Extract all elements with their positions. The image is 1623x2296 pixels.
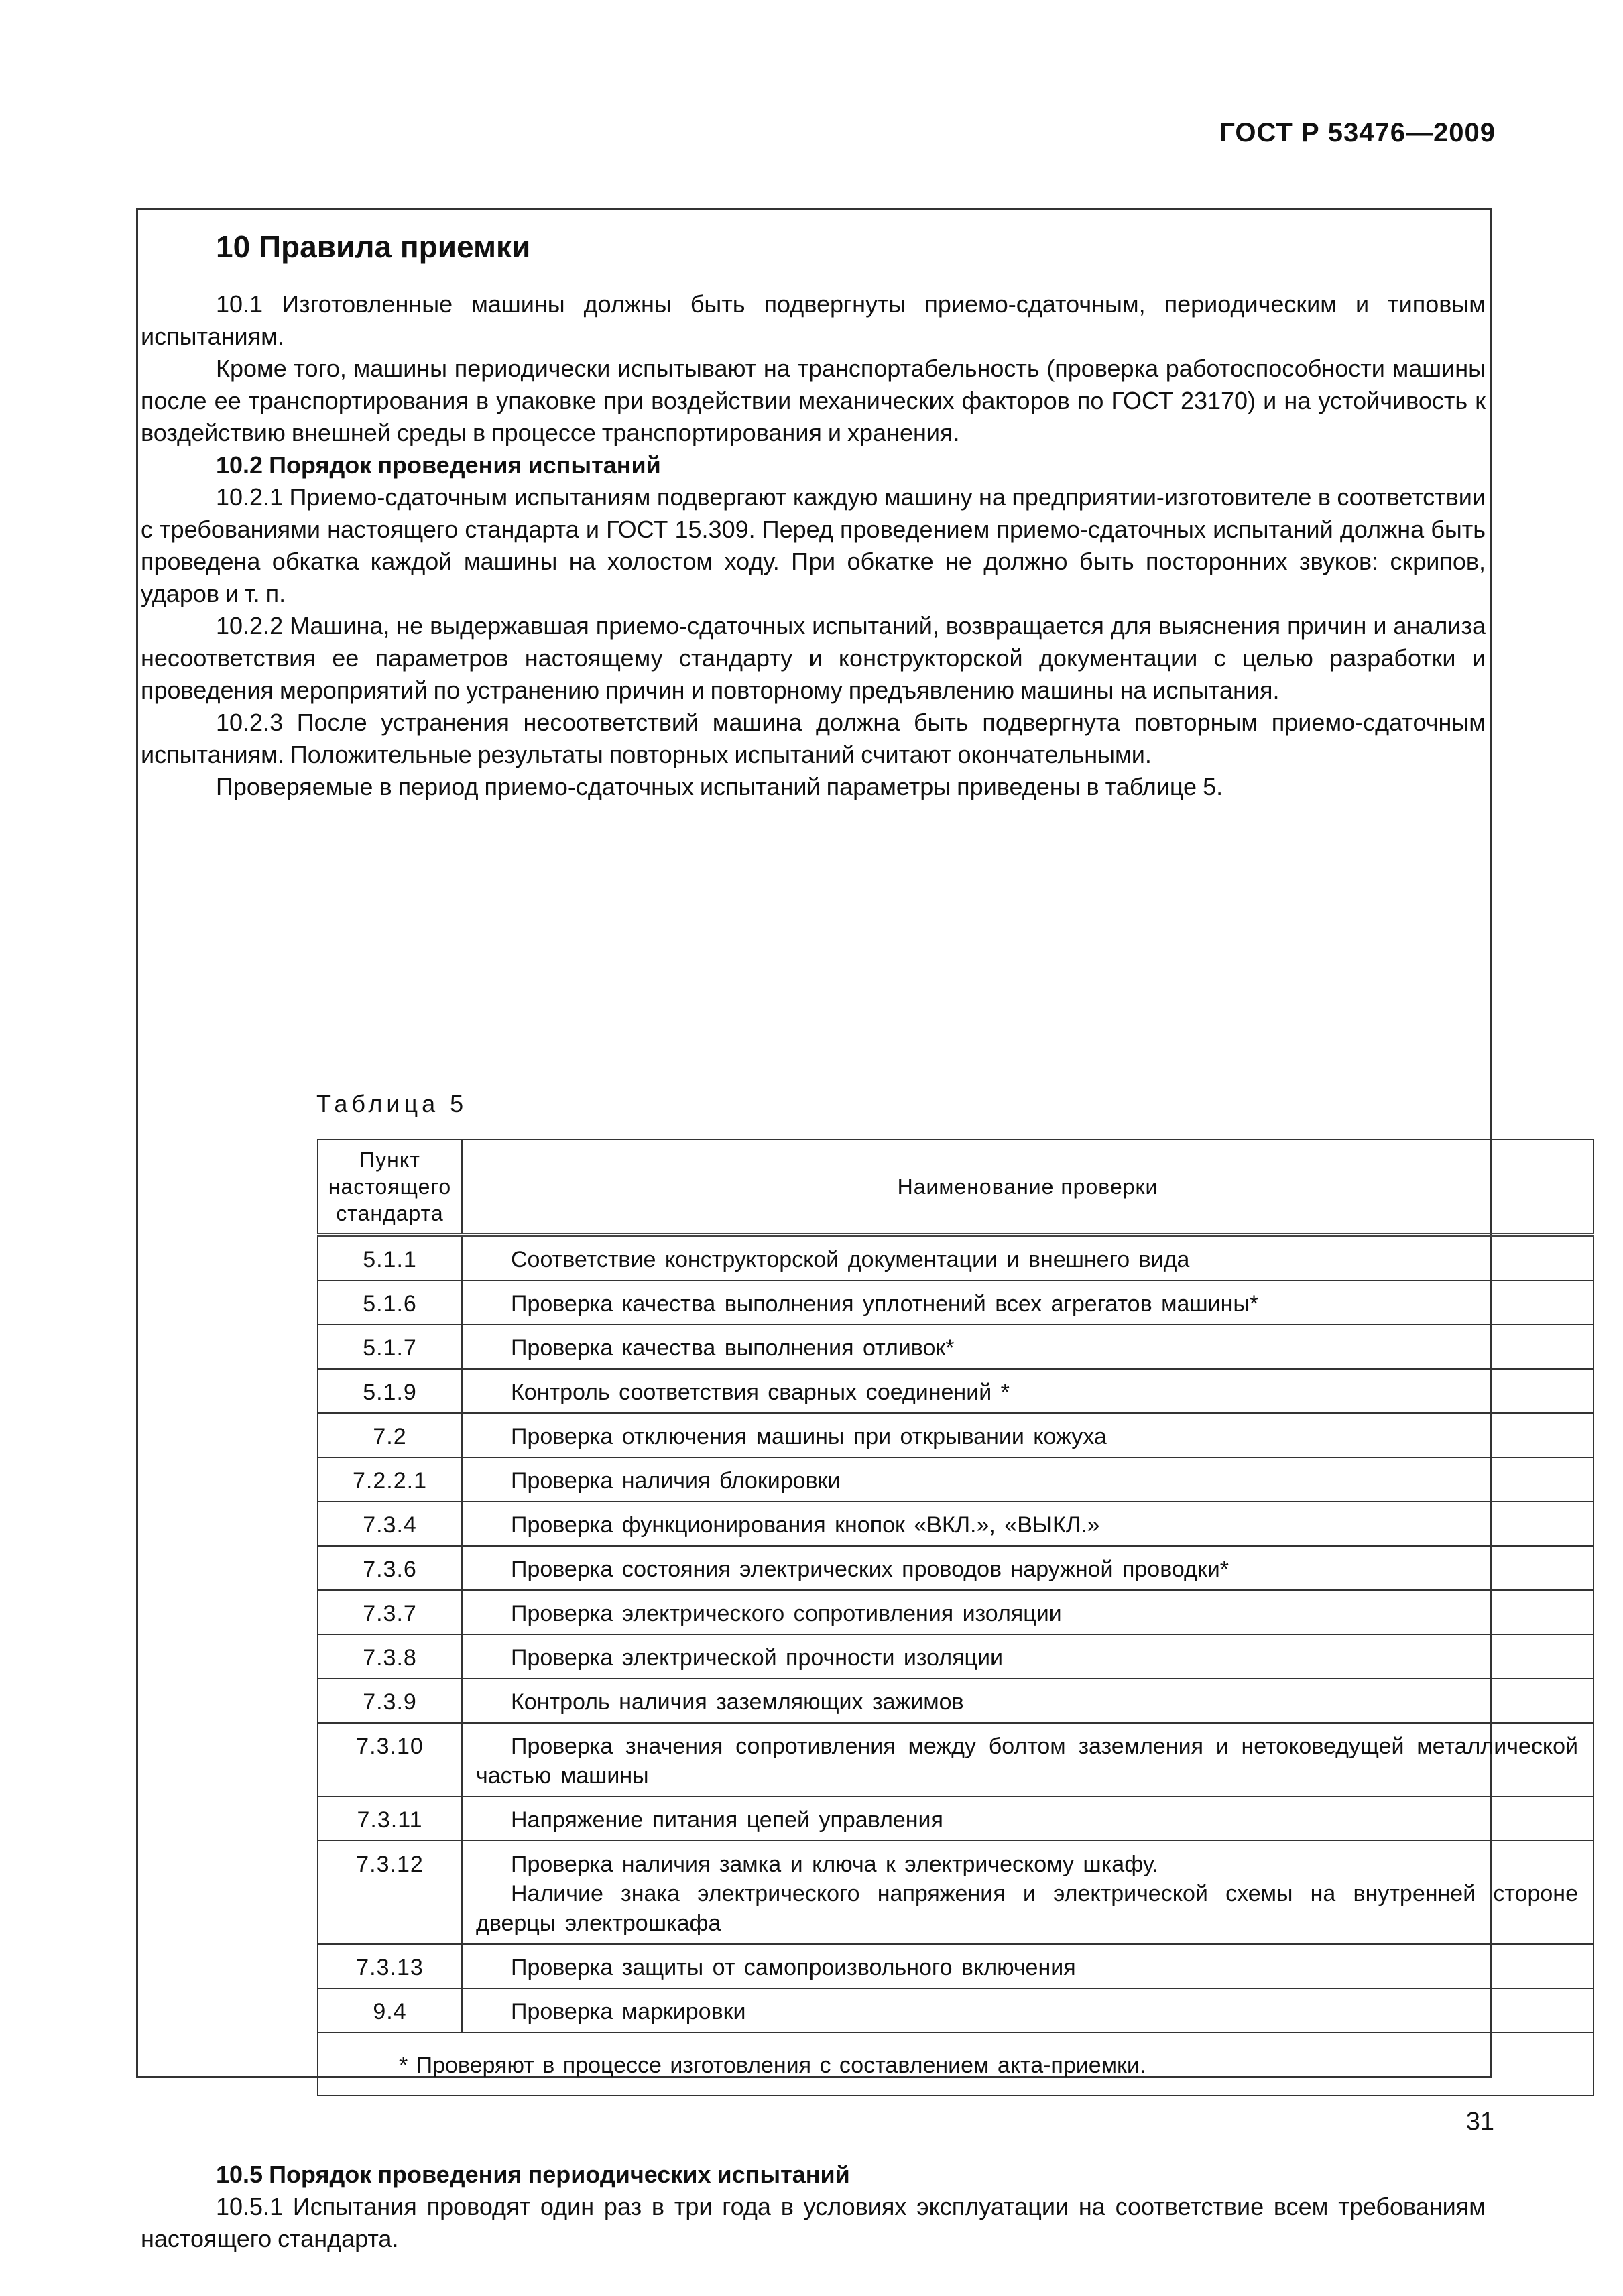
- clause-number-cell: 7.3.12: [318, 1841, 462, 1944]
- check-name-line: Проверка электрического сопротивления изоляции: [511, 1601, 1062, 1626]
- table-header-clause-line: стандарта: [336, 1201, 444, 1225]
- clause-number-cell: 7.3.11: [318, 1797, 462, 1841]
- clause-number-cell: 7.3.9: [318, 1679, 462, 1723]
- clause-number-cell: 9.4: [318, 1988, 462, 2033]
- document-header-code: ГОСТ Р 53476—2009: [1219, 118, 1496, 147]
- clause-number-cell: 7.2: [318, 1413, 462, 1457]
- table-row: [318, 1988, 1594, 2033]
- paragraph: 10.2.3 После устранения несоответствий машина должна быть подвергнута повторным приемо-сдаточным испытаниям. Положительные результаты повторных испытаний считают окончательными.: [141, 709, 1486, 768]
- table-row: [318, 1679, 1594, 1723]
- paragraph: 10.5.1 Испытания проводят один раз в три года в условиях эксплуатации на соответствие всем требованиям настоящего стандарта.: [141, 2193, 1486, 2252]
- clause-number-cell: 5.1.7: [318, 1325, 462, 1369]
- check-name-cell: [462, 1502, 1594, 1546]
- check-name-cell: [462, 1546, 1594, 1590]
- table-row: [318, 1413, 1594, 1457]
- check-name-cell: [462, 1679, 1594, 1723]
- clause-number-cell: 5.1.6: [318, 1280, 462, 1325]
- table-row: [318, 1841, 1594, 1944]
- clause-number-cell: 7.3.6: [318, 1546, 462, 1590]
- clause-number-cell: 7.3.10: [318, 1723, 462, 1797]
- table-row: [318, 1634, 1594, 1679]
- clause-number-cell: 7.3.7: [318, 1590, 462, 1634]
- table-row: [318, 1280, 1594, 1325]
- body-text-after-table: [141, 2159, 1486, 2255]
- paragraph: Кроме того, машины периодически испытывают на транспортабельность (проверка работоспособности машины после ее транспортирования в упаковке при воздействии механических факторов по ГОСТ 23170) и на устойчивость к воздействию внешней среды в процессе транспортирования и хранения.: [141, 355, 1486, 446]
- table-row: [318, 1723, 1594, 1797]
- subsection-heading: 10.2 Порядок проведения испытаний: [216, 451, 661, 479]
- table-footnote: * Проверяют в процессе изготовления с составлением акта-приемки.: [318, 2033, 1594, 2096]
- check-name-cell: [462, 1841, 1594, 1944]
- check-name-line: Контроль соответствия сварных соединений *: [511, 1380, 1010, 1405]
- table-row: [318, 1325, 1594, 1369]
- paragraph: 10.2.2 Машина, не выдержавшая приемо-сдаточных испытаний, возвращается для выяснения причин и анализа несоответствия ее параметров настоящему стандарту и конструкторской документации с целью разработки и проведения мероприятий по устранению причин и повторному предъявлению машины на испытания.: [141, 612, 1486, 704]
- table-row: [318, 1235, 1594, 1280]
- table-header-clause-line: настоящего: [328, 1174, 452, 1199]
- section-title: 10 Правила приемки: [216, 229, 531, 264]
- table-header-row: [318, 1140, 1594, 1235]
- paragraph: Проверяемые в период приемо-сдаточных испытаний параметры приведены в таблице 5.: [216, 773, 1223, 800]
- clause-number-cell: 7.3.13: [318, 1944, 462, 1988]
- check-name-line: Контроль наличия заземляющих зажимов: [511, 1689, 964, 1715]
- check-name-line: Проверка состояния электрических проводов наружной проводки*: [511, 1557, 1229, 1582]
- check-name-cell: [462, 1797, 1594, 1841]
- table-row: [318, 1457, 1594, 1502]
- check-name-cell: [462, 1723, 1594, 1797]
- clause-number-cell: 5.1.9: [318, 1369, 462, 1413]
- check-name-cell: [462, 1413, 1594, 1457]
- check-name-cell: [462, 1590, 1594, 1634]
- check-name-line: Проверка наличия блокировки: [511, 1468, 841, 1494]
- table-body: [318, 1235, 1594, 2033]
- clause-number-cell: 7.3.4: [318, 1502, 462, 1546]
- table-header-clause-line: Пункт: [359, 1148, 420, 1172]
- check-name-line: Соответствие конструкторской документации и внешнего вида: [511, 1247, 1190, 1272]
- table-footnote-row: [318, 2033, 1594, 2096]
- check-name-line: Проверка защиты от самопроизвольного включения: [511, 1955, 1076, 1980]
- acceptance-tests-table: [317, 1139, 1594, 2096]
- table-row: [318, 1590, 1594, 1634]
- subsection-heading: 10.5 Порядок проведения периодических испытаний: [216, 2161, 850, 2188]
- paragraph: 10.1 Изготовленные машины должны быть подвергнуты приемо-сдаточным, периодическим и типовым испытаниям.: [141, 290, 1486, 350]
- check-name-cell: [462, 1634, 1594, 1679]
- check-name-line: Проверка маркировки: [511, 1999, 746, 2025]
- check-name-cell: [462, 1325, 1594, 1369]
- check-name-line: Проверка наличия замка и ключа к электрическому шкафу.: [511, 1852, 1158, 1877]
- table-row: [318, 1546, 1594, 1590]
- check-name-cell: [462, 1235, 1594, 1280]
- check-name-line: Проверка качества выполнения уплотнений всех агрегатов машины*: [511, 1291, 1259, 1317]
- check-name-cell: [462, 1369, 1594, 1413]
- check-name-cell: [462, 1457, 1594, 1502]
- table-caption: Таблица 5: [316, 1090, 468, 1117]
- check-name-line: Проверка функционирования кнопок «ВКЛ.», «ВЫКЛ.»: [511, 1512, 1100, 1538]
- check-name-line: Наличие знака электрического напряжения и электрической схемы на внутренней стороне дверцы электрошкафа: [476, 1881, 1578, 1936]
- check-name-line: Проверка качества выполнения отливок*: [511, 1335, 955, 1361]
- check-name-cell: [462, 1944, 1594, 1988]
- clause-number-cell: 7.2.2.1: [318, 1457, 462, 1502]
- table-row: [318, 1797, 1594, 1841]
- table-header-check-name: Наименование проверки: [462, 1140, 1594, 1235]
- check-name-cell: [462, 1988, 1594, 2033]
- check-name-line: Напряжение питания цепей управления: [511, 1807, 943, 1833]
- clause-number-cell: 5.1.1: [318, 1235, 462, 1280]
- table-row: [318, 1369, 1594, 1413]
- table-row: [318, 1944, 1594, 1988]
- check-name-line: Проверка отключения машины при открывании кожуха: [511, 1424, 1107, 1449]
- page-number: 31: [1465, 2108, 1494, 2136]
- body-text-before-table: [141, 288, 1486, 803]
- check-name-line: Проверка электрической прочности изоляции: [511, 1645, 1004, 1671]
- table-row: [318, 1502, 1594, 1546]
- check-name-cell: [462, 1280, 1594, 1325]
- table-header-clause: [318, 1140, 462, 1235]
- check-name-line: Проверка значения сопротивления между болтом заземления и нетоковедущей металлической частью машины: [476, 1734, 1578, 1789]
- clause-number-cell: 7.3.8: [318, 1634, 462, 1679]
- paragraph: 10.2.1 Приемо-сдаточным испытаниям подвергают каждую машину на предприятии-изготовителе в соответствии с требованиями настоящего стандарта и ГОСТ 15.309. Перед проведением приемо-сдаточных испытаний должна быть проведена обкатка каждой машины на холостом ходу. При обкатке не должно быть посторонних звуков: скрипов, ударов и т. п.: [141, 483, 1486, 607]
